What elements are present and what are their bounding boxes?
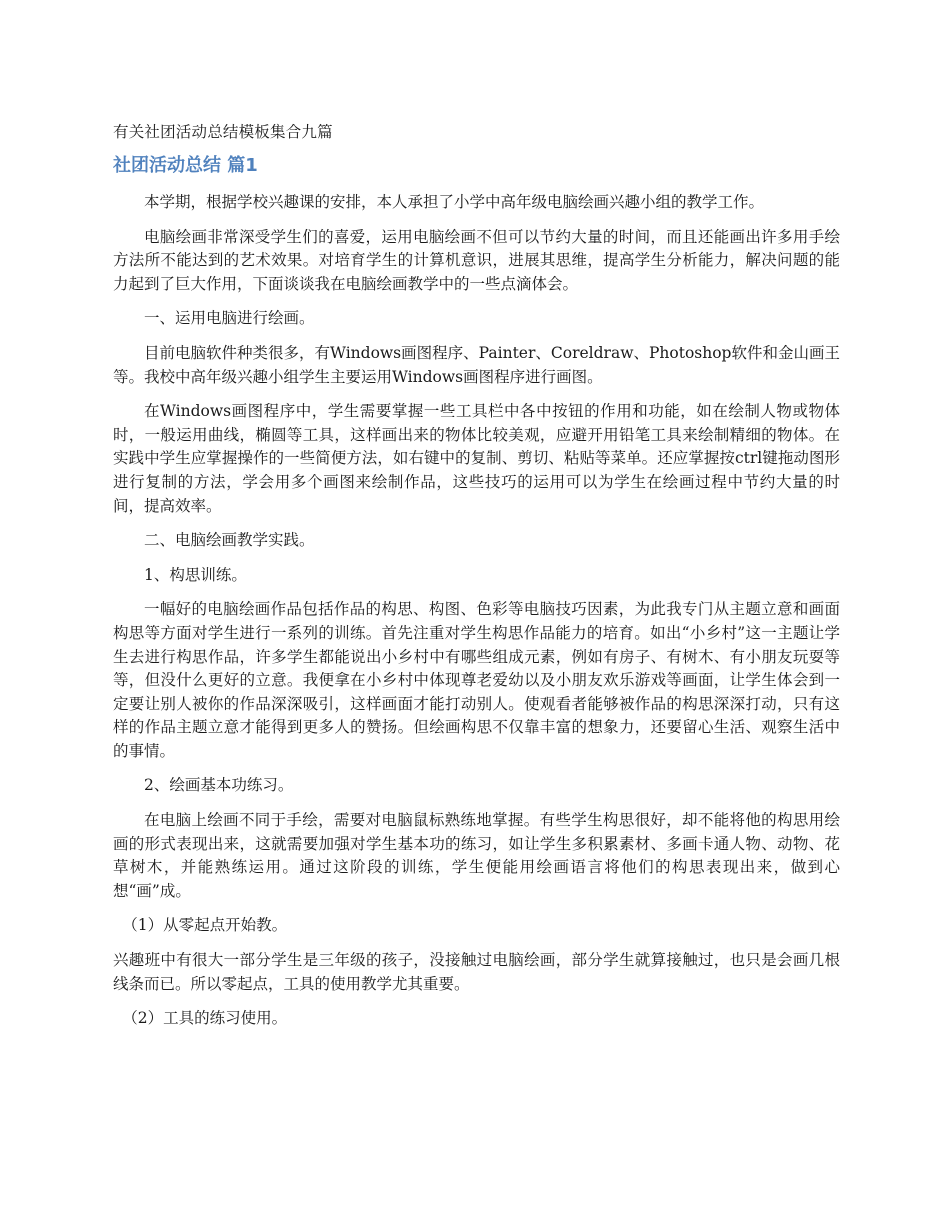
- subheading-part-one: 一、运用电脑进行绘画。: [144, 309, 315, 328]
- paragraph-basics: 在电脑上绘画不同于手绘，需要对电脑鼠标熟练地掌握。有些学生构思很好，却不能将他的构思用绘画的形式表现出来，这就需要加强对学生基本功的练习，如让学生多积累素材、多画卡通人物、动物、花草树木，并能熟练运用。通过这阶段的训练，学生便能用绘画语言将他们的构思表现出来，做到心想“画”成。: [113, 811, 840, 900]
- paragraph-intro: 本学期，根据学校兴趣课的安排，本人承担了小学中高年级电脑绘画兴趣小组的教学工作。: [144, 193, 765, 211]
- subheading-part-two: 二、电脑绘画教学实践。: [144, 531, 315, 550]
- document-title: 有关社团活动总结模板集合九篇: [113, 123, 333, 141]
- paragraph-zero-start: 兴趣班中有很大一部分学生是三年级的孩子，没接触过电脑绘画，部分学生就算接触过，也只是会画几根线条而已。所以零起点，工具的使用教学尤其重要。: [113, 951, 840, 993]
- paragraph-benefits: 电脑绘画非常深受学生们的喜爱，运用电脑绘画不但可以节约大量的时间，而且还能画出许多用手绘方法所不能达到的艺术效果。对培育学生的计算机意识，进展其思维，提高学生分析能力，解决问题的能力起到了巨大作用，下面谈谈我在电脑绘画教学中的一些点滴体会。: [113, 227, 840, 293]
- subheading-basics: 2、绘画基本功练习。: [144, 776, 294, 795]
- paragraph-software: 目前电脑软件种类很多，有Windows画图程序、Painter、Coreldraw、Photoshop软件和金山画王等。我校中高年级兴趣小组学生主要运用Windows画图程序进行画图。: [113, 343, 840, 386]
- subheading-conception: 1、构思训练。: [144, 565, 247, 584]
- subheading-zero-start: （1）从零起点开始教。: [122, 916, 288, 935]
- document-page: [113, 120, 840, 1042]
- paragraph-conception: 一幅好的电脑绘画作品包括作品的构思、构图、色彩等电脑技巧因素，为此我专门从主题立意和画面构思等方面对学生进行一系列的训练。首先注重对学生构思作品能力的培育。如出“小乡村”这一主题让学生去进行构思作品，许多学生都能说出小乡村中有哪些组成元素，例如有房子、有树木、有小朋友玩耍等等，但没什么更好的立意。我便拿在小乡村中体现尊老爱幼以及小朋友欢乐游戏等画面，让学生体会到一定要让别人被你的作品深深吸引，这样画面才能打动别人。使观看者能够被作品的构思深深打动，只有这样的作品主题立意才能得到更多人的赞扬。但绘画构思不仅靠丰富的想象力，还要留心生活、观察生活中的事情。: [113, 600, 840, 760]
- paragraph-windows-paint: 在Windows画图程序中，学生需要掌握一些工具栏中各中按钮的作用和功能，如在绘制人物或物体时，一般运用曲线，椭圆等工具，这样画出来的物体比较美观，应避开用铅笔工具来绘制精细的物体。在实践中学生应掌握操作的一些简便方法，如右键中的复制、剪切、粘贴等菜单。还应掌握按ctrl键拖动图形进行复制的方法，学会用多个画图来绘制作品，这些技巧的运用可以为学生在绘画过程中节约大量的时间，提高效率。: [113, 402, 840, 515]
- subheading-tool-practice: （2）工具的练习使用。: [122, 1009, 288, 1028]
- section-heading: 社团活动总结 篇1: [113, 155, 258, 176]
